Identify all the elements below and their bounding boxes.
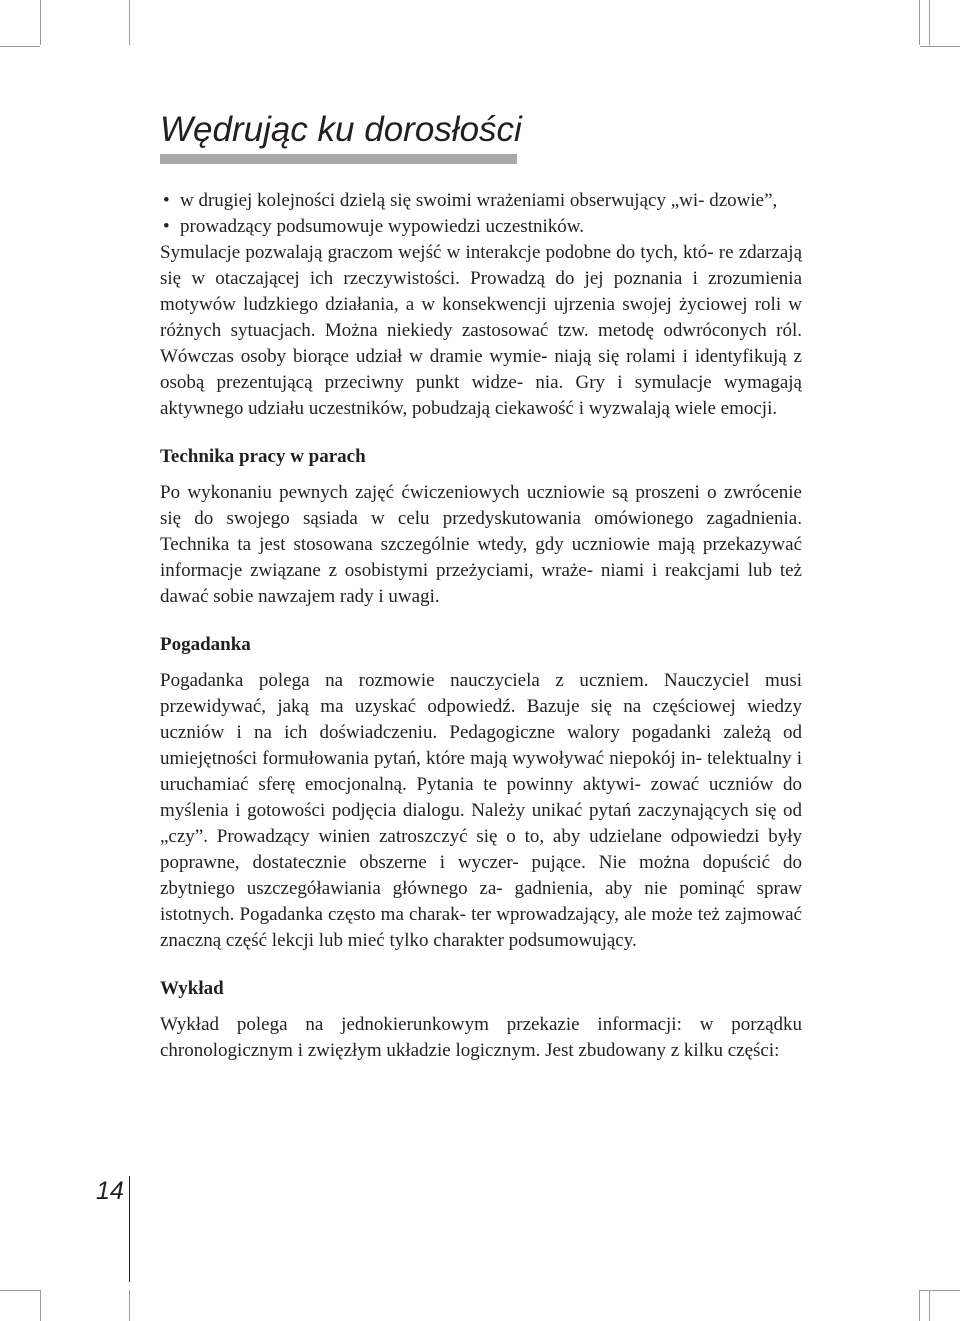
running-header-rule [160,154,517,164]
section-heading-wyklad: Wykład [160,978,224,999]
crop-mark-bottom-outer-right [919,1290,920,1321]
section-body-pogadanka: Pogadanka polega na rozmowie nauczyciela z uczniem. Nauczyciel musi przewidywać, jaką ma uzyskać odpowiedź. Bazuje się na częściowej wiedzy uczniów i na ich doświadczeniu. Pedagogiczne walory pogadanki zależą od umiejętności formułowania pytań, które mają wywoływać niepokój in- telektualny i uruchamiać sferę emocjonalną. Pytania te powinny aktywi- zować uczniów do myślenia i gotowości podjęcia dialogu. Należy unikać pytań zaczynających się od „czy”. Prowadzący winien zatroszczyć się o to, aby udzielane odpowiedzi były poprawne, dostatecznie obszerne i wyczer- pujące. Nie można dopuścić do zbytniego uszczegóławiania głównego za- gadnienia, aby nie pominąć spraw istotnych. Pogadanka często ma charak- ter wprowadzający, ale może też zajmować znaczną część lekcji lub mieć tylko charakter podsumowujący. [160,670,802,951]
intro-bullet-list [160,188,802,240]
section-body-pair-work: Po wykonaniu pewnych zajęć ćwiczeniowych uczniowie są proszeni o zwrócenie się do swojego sąsiada w celu przedyskutowania omówionego zagadnienia. Technika ta jest stosowana szczególnie wtedy, gdy uczniowie mają przekazywać informacje związane z osobistymi przeżyciami, wraże- niami i reakcjami lub też dawać sobie nawzajem rady i uwagi. [160,482,802,607]
crop-mark-bottom-outer-left [40,1290,41,1321]
crop-mark-top-left [129,0,130,45]
crop-mark-left-bottom [0,1290,40,1291]
crop-mark-left-top [0,46,40,47]
section-body-wyklad: Wykład polega na jednokierunkowym przekazie informacji: w porządku chronologicznym i zwięzłym układzie logicznym. Jest zbudowany z kilku części: [160,1014,802,1061]
crop-mark-top-outer-right [919,0,920,45]
crop-mark-top-right [929,0,930,45]
crop-mark-right-bottom [920,1290,960,1291]
section-heading-pair-work: Technika pracy w parach [160,446,366,467]
page-content [160,188,802,1064]
intro-paragraph: Symulacje pozwalają graczom wejść w interakcje podobne do tych, któ- re zdarzają się w otaczającej ich rzeczywistości. Prowadzą do jej poznania i zrozumienia motywów ludzkiego działania, a w konsekwencji ujrzenia swojej życiowej roli w różnych sytuacjach. Można niekiedy zastosować tzw. metodę odwróconych ról. Wówczas osoby biorące udział w dramie wymie- niają się rolami i identyfikują z osobą prezentującą przeciwny punkt widze- nia. Gry i symulacje wymagają aktywnego udziału uczestników, pobudzają ciekawość i wyzwalają wiele emocji. [160,242,802,419]
crop-mark-bottom-left [129,1290,130,1321]
section-heading-pogadanka: Pogadanka [160,634,251,655]
page-number: 14 [96,1177,124,1205]
running-header-title: Wędrując ku dorosłości [160,110,522,149]
bullet-item: • prowadzący podsumowuje wypowiedzi uczestników. [180,214,802,240]
page-number-rule [129,1176,130,1282]
crop-mark-right-top [920,46,960,47]
bullet-item: • w drugiej kolejności dzielą się swoimi wrażeniami obserwujący „wi- dzowie”, [180,188,802,214]
crop-mark-bottom-right [929,1290,930,1321]
crop-mark-top-outer-left [40,0,41,45]
